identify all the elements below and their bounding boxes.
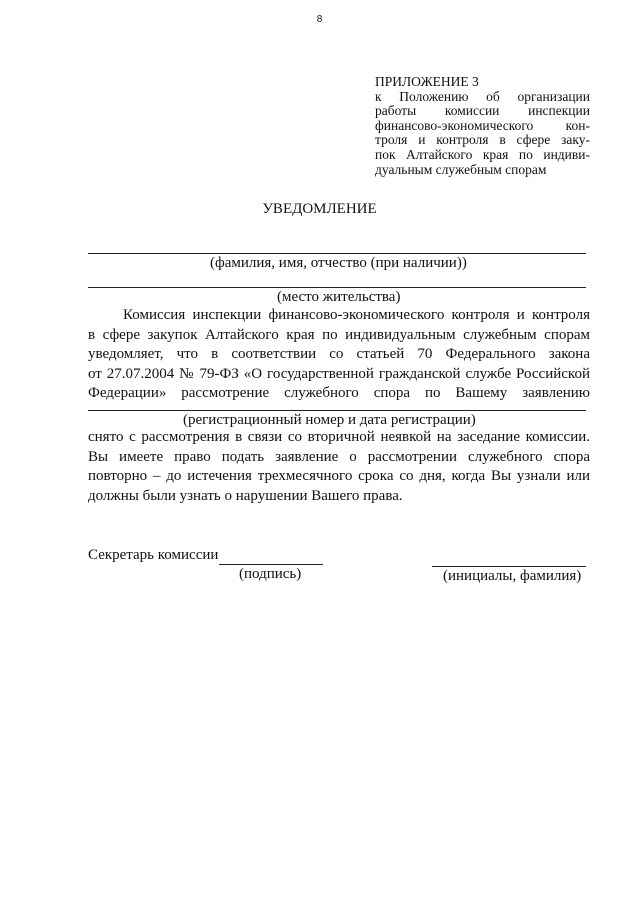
notification-body-part2 [88,428,590,506]
body-line: в сфере закупок Алтайского края по индивидуальным служебным спорам [88,326,590,343]
notification-body-part1 [88,306,590,404]
name-field-caption: (фамилия, имя, отчество (при наличии)) [210,255,467,271]
signature-line [219,564,323,565]
annex-line: троля и контроля в сфере заку- [375,132,590,148]
body-line: должны были узнать о нарушении Вашего права. [88,487,403,504]
document-title: УВЕДОМЛЕНИЕ [262,201,377,217]
residence-field-caption: (место жительства) [277,289,401,305]
annex-title: ПРИЛОЖЕНИЕ 3 [375,74,479,89]
body-line: Комиссия инспекции финансово-экономического контроля и контроля [123,307,590,323]
annex-line: дуальным служебным спорам [375,161,547,177]
initials-line [432,566,586,567]
body-line: от 27.07.2004 № 79-ФЗ «О государственной гражданской службе Российской [88,365,590,382]
body-line: Федерации» рассмотрение служебного спора по Вашему заявлению [88,385,590,402]
annex-block [375,75,590,177]
body-line: Вы имеете право подать заявление о рассмотрении служебного спора [88,448,590,465]
signature-caption: (подпись) [239,566,302,582]
name-field-line [88,253,586,254]
page-number: 8 [316,14,323,25]
body-line: повторно – до истечения трехмесячного срока со дня, когда Вы узнали или [88,468,590,485]
annex-line: финансово-экономического кон- [375,117,590,133]
body-line: уведомляет, что в соответствии со статьей 70 Федерального закона [88,346,590,363]
secretary-label: Секретарь комиссии [88,547,219,563]
body-line: снято с рассмотрения в связи со вторичной неявкой на заседание комиссии. [88,429,590,445]
initials-caption: (инициалы, фамилия) [443,568,582,584]
registration-field-line [88,410,586,411]
annex-line: пок Алтайского края по индиви- [375,146,590,162]
registration-field-caption: (регистрационный номер и дата регистрации) [183,412,476,428]
residence-field-line [88,287,586,288]
annex-line: к Положению об организации [375,88,590,104]
annex-line: работы комиссии инспекции [375,103,590,119]
